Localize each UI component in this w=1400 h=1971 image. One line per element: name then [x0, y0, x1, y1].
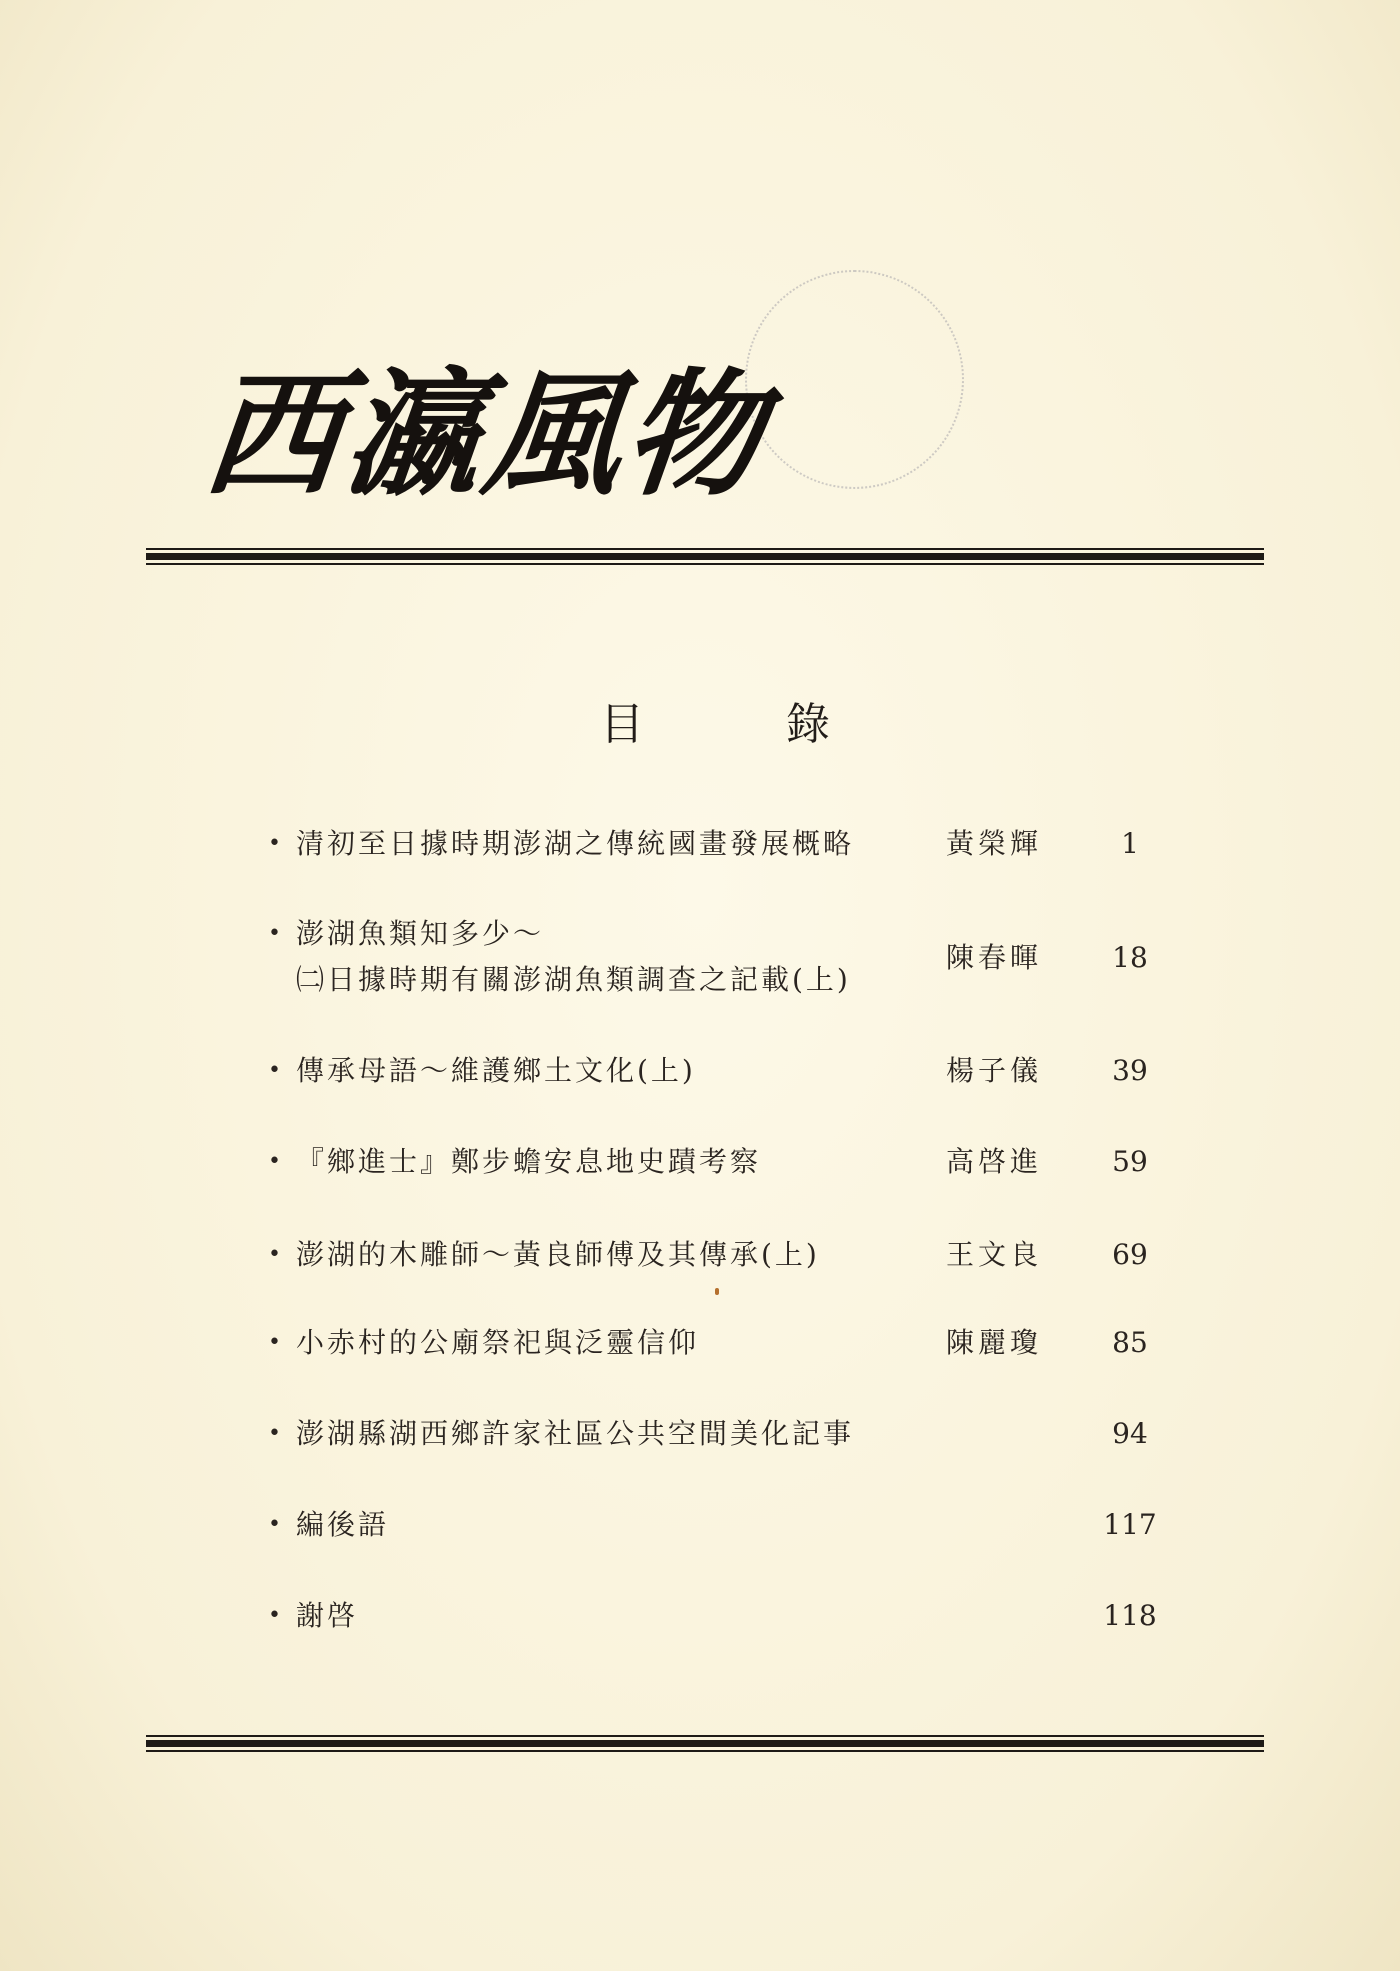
toc-entry-title: 小赤村的公廟祭祀與泛靈信仰 [296, 1326, 700, 1359]
bullet-icon: • [268, 921, 284, 946]
calligraphy-title: 西瀛風物 [196, 355, 774, 515]
toc-entry-author: 高啓進 [946, 1145, 1043, 1178]
toc-entry-title: 謝啓 [296, 1599, 359, 1632]
toc-entry-page: 117 [1103, 1508, 1157, 1541]
toc-entry-title-line-2: ㈡日據時期有關澎湖魚類調查之記載(上) [296, 963, 851, 996]
toc-entry-author: 黃榮輝 [946, 827, 1043, 860]
bullet-icon: • [268, 1603, 284, 1628]
toc-entry-title: 澎湖魚類知多少～ [296, 917, 545, 950]
toc-entry-title: 『鄉進士』鄭步蟾安息地史蹟考察 [296, 1145, 762, 1178]
toc-entry-title: 清初至日據時期澎湖之傳統國畫發展概略 [296, 827, 855, 860]
toc-entry-page: 85 [1112, 1326, 1148, 1359]
toc-entry-page: 69 [1112, 1238, 1148, 1271]
bullet-icon: • [268, 1149, 284, 1174]
top-double-rule [146, 548, 1264, 565]
toc-heading-char-2: 錄 [786, 699, 830, 750]
toc-entry-author: 陳麗瓊 [946, 1326, 1043, 1359]
toc-entry-page: 118 [1103, 1599, 1157, 1632]
toc-entry-author: 王文良 [946, 1238, 1043, 1271]
toc-entry-title: 澎湖的木雕師～黃良師傅及其傳承(上) [296, 1238, 820, 1271]
toc-entry-author: 楊子儀 [946, 1054, 1043, 1087]
toc-heading [600, 688, 830, 752]
bullet-icon: • [268, 831, 284, 856]
ink-spot [715, 1288, 719, 1295]
bullet-icon: • [268, 1330, 284, 1355]
toc-entry-page: 1 [1121, 827, 1139, 860]
bullet-icon: • [268, 1512, 284, 1537]
toc-entry-page: 59 [1112, 1145, 1148, 1178]
toc-entry-page: 39 [1112, 1054, 1148, 1087]
bullet-icon: • [268, 1058, 284, 1083]
toc-entry-page: 94 [1112, 1417, 1148, 1450]
toc-entry-title: 傳承母語～維護鄉土文化(上) [296, 1054, 696, 1087]
bullet-icon: • [268, 1421, 284, 1446]
bottom-double-rule [146, 1735, 1264, 1752]
toc-heading-char-1: 目 [600, 699, 644, 750]
bullet-icon: • [268, 1242, 284, 1267]
toc-entry-author: 陳春暉 [946, 941, 1043, 974]
toc-entry-title: 編後語 [296, 1508, 390, 1541]
toc-entry-page: 18 [1112, 941, 1148, 974]
toc-entry-title: 澎湖縣湖西鄉許家社區公共空間美化記事 [296, 1417, 855, 1450]
